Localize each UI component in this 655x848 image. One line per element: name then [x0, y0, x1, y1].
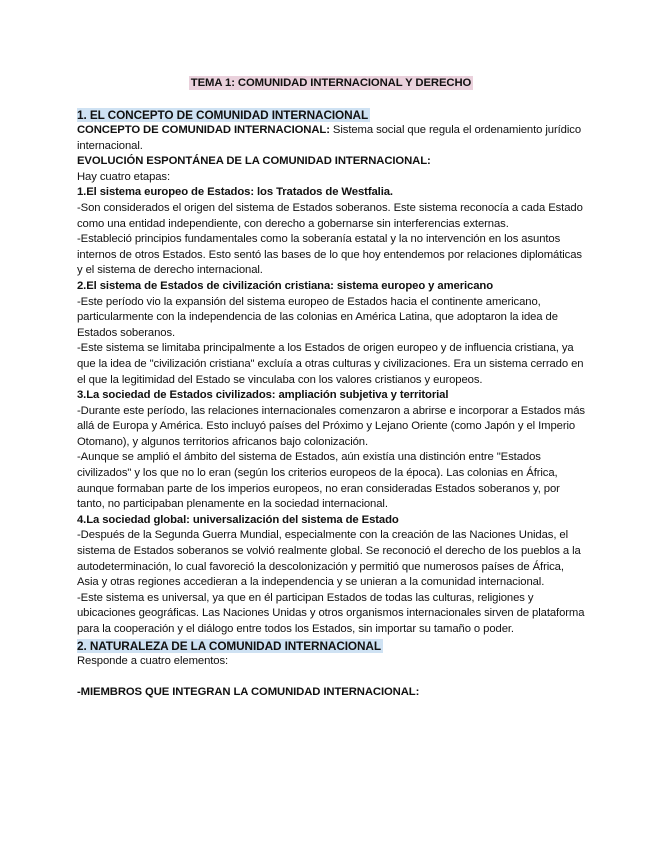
concept-text: Sistema social que regula el ordenamiento jurídico internacional. [77, 124, 581, 152]
stage-3-paragraph-1: -Durante este período, las relaciones internacionales comenzaron a abrirse e incorporar a Estados más allá de Europa y América. Esto incluyó países del Próximo y Lejano Oriente (como Japón y el Imperio Otomano), y algunos territorios africanos bajo colonización. [77, 404, 585, 448]
stage-2-heading: 2.El sistema de Estados de civilización cristiana: sistema europeo y americano [77, 279, 494, 292]
stage-2-paragraph-1: -Este período vio la expansión del sistema europeo de Estados hacia el continente americano, particularmente con la independencia de las colonias en América Latina, que adoptaron la idea de Estados soberanos. [77, 295, 558, 339]
concept-paragraph [77, 123, 585, 154]
section-1-heading-text: 1. EL CONCEPTO DE COMUNIDAD INTERNACIONAL [77, 108, 369, 122]
section-2-heading-text: 2. NATURALEZA DE LA COMUNIDAD INTERNACIONAL [77, 638, 381, 653]
section-2-intro: Responde a cuatro elementos: [77, 654, 229, 667]
stage-3-paragraph-2: -Aunque se amplió el ámbito del sistema de Estados, aún existía una distinción entre "Estados civilizados" y los que no lo eran (según los criterios europeos de la época). Las colonias en África, aunque formaban parte de los imperios europeos, no eran consideradas Estados soberanos y, por tanto, no participaban plenamente en la sociedad internacional. [77, 451, 560, 511]
section-2-heading [77, 638, 585, 654]
stage-3-heading: 3.La sociedad de Estados civilizados: ampliación subjetiva y territorial [77, 389, 449, 402]
members-heading: -MIEMBROS QUE INTEGRAN LA COMUNIDAD INTERNACIONAL: [77, 685, 420, 698]
evolution-heading: EVOLUCIÓN ESPONTÁNEA DE LA COMUNIDAD INTERNACIONAL: [77, 155, 431, 168]
document-title-text: TEMA 1: COMUNIDAD INTERNACIONAL Y DERECHO [190, 77, 472, 89]
stage-1-heading: 1.El sistema europeo de Estados: los Tratados de Westfalia. [77, 186, 393, 199]
stage-1-paragraph-1: -Son considerados el origen del sistema de Estados soberanos. Este sistema reconocía a cada Estado como una entidad independiente, con derecho a gobernarse sin interferencias externas. [77, 201, 583, 230]
stage-2-paragraph-2: -Este sistema se limitaba principalmente a los Estados de origen europeo y de influencia cristiana, ya que la idea de "civilización cristiana" excluía a otras culturas y civilizaciones. Era un sistema cerrado en el que la legitimidad del Estado se vinculaba con los valores cristianos y europeos. [77, 342, 584, 386]
stage-4-paragraph-2: -Este sistema es universal, ya que en él participan Estados de todas las culturas, religiones y ubicaciones geográficas. Las Naciones Unidas y otros organismos internacionales sirven de plataforma para la cooperación y el diálogo entre todos los Estados, sin importar su tamaño o poder. [77, 591, 585, 635]
stage-4-paragraph-1: -Después de la Segunda Guerra Mundial, especialmente con la creación de las Naciones Unidas, el sistema de Estados soberanos se volvió realmente global. Se reconoció el derecho de los pueblos a la autodeterminación, lo cual favoreció la descolonización y permitió que numerosos países de África, Asia y otras regiones accedieran a la independencia y se unieran a la comunidad internacional. [77, 529, 581, 589]
section-1-heading [77, 107, 585, 123]
blank-line [77, 669, 585, 685]
document-title [77, 75, 585, 91]
stage-1-paragraph-2: -Estableció principios fundamentales como la soberanía estatal y la no intervención en los asuntos internos de otros Estados. Esto sentó las bases de lo que hoy entendemos por relaciones diplomáticas y el sistema de derecho internacional. [77, 233, 582, 277]
stage-4-heading: 4.La sociedad global: universalización del sistema de Estado [77, 513, 399, 526]
concept-label: CONCEPTO DE COMUNIDAD INTERNACIONAL: [77, 124, 330, 136]
evolution-intro: Hay cuatro etapas: [77, 170, 171, 183]
